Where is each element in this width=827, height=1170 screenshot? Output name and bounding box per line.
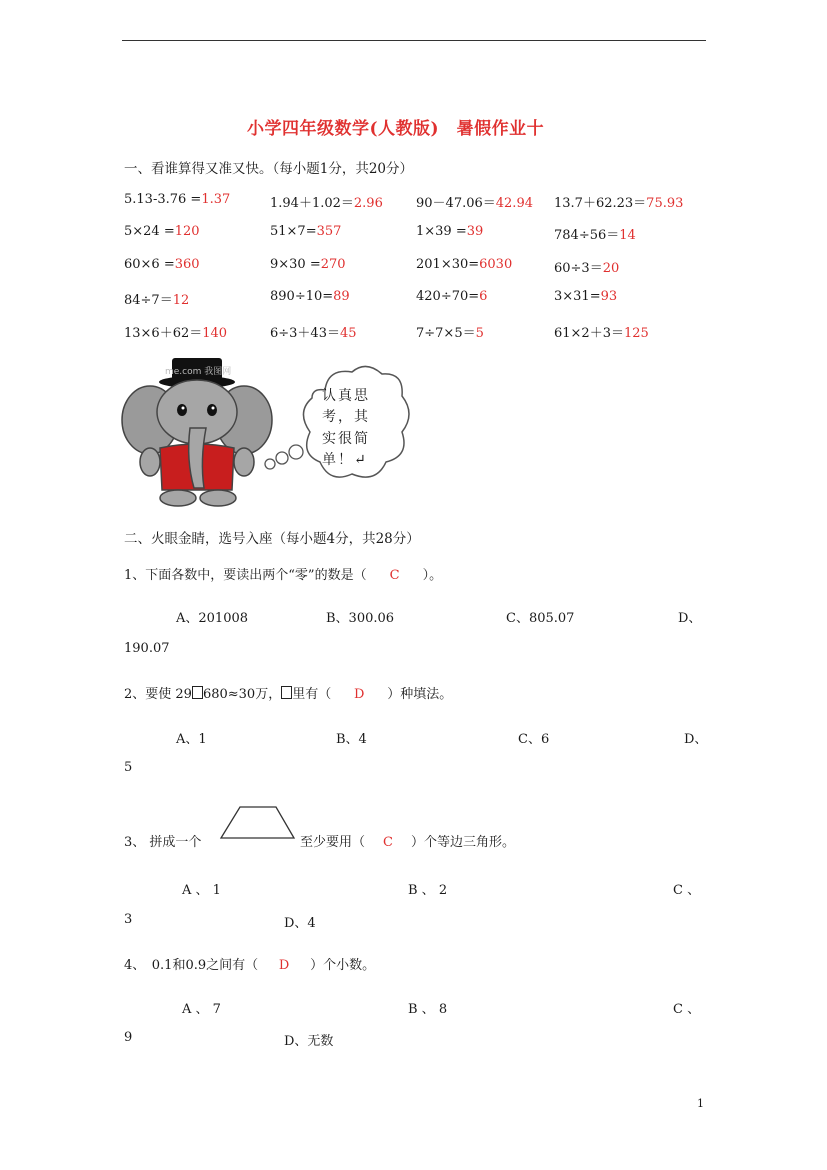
option: C、805.07 bbox=[506, 611, 575, 626]
option-wrap: 5 bbox=[124, 760, 133, 775]
arith-item: 84÷7＝12 bbox=[124, 293, 190, 308]
option: A、1 bbox=[176, 732, 207, 747]
question-3: 至少要用（ C ）个等边三角形。 bbox=[300, 835, 516, 850]
arith-item: 3×31=93 bbox=[554, 289, 618, 304]
answer: C bbox=[383, 835, 393, 850]
bubble-line: 认真思 bbox=[322, 388, 370, 404]
arith-item: 60×6 =360 bbox=[124, 257, 200, 272]
bubble-line: 实很简 bbox=[322, 431, 370, 447]
section1-heading: 一、看谁算得又准又快。（每小题1分，共20分） bbox=[124, 161, 414, 177]
option-wrap: 3 bbox=[124, 912, 133, 927]
arith-item: 201×30=6030 bbox=[416, 257, 513, 272]
arith-item: 13.7＋62.23＝75.93 bbox=[554, 196, 684, 211]
option: B 、 8 bbox=[408, 1002, 448, 1017]
option: A 、 7 bbox=[182, 1002, 221, 1017]
option-wrap: 9 bbox=[124, 1030, 133, 1045]
watermark: me.com 我图网 bbox=[165, 367, 232, 377]
arith-item: 51×7=357 bbox=[270, 224, 342, 239]
option: C 、 bbox=[673, 883, 701, 898]
answer: C bbox=[389, 568, 400, 583]
question-3-pre: 3、 拼成一个 bbox=[124, 835, 202, 850]
arith-item: 9×30 =270 bbox=[270, 257, 346, 272]
arith-item: 7÷7×5＝5 bbox=[416, 326, 484, 341]
option-wrap: D、4 bbox=[284, 916, 316, 931]
option: D、 bbox=[678, 611, 702, 626]
blank-box-icon bbox=[281, 686, 292, 699]
blank-box-icon bbox=[192, 686, 203, 699]
option: A、201008 bbox=[176, 611, 249, 626]
bubble-line: 单！↵ bbox=[322, 452, 368, 468]
arith-item: 1×39 =39 bbox=[416, 224, 484, 239]
arith-item: 13×6＋62＝140 bbox=[124, 326, 228, 341]
question-2: 2、要使 29 680≈30万， 里有（ D ）种填法。 bbox=[124, 687, 453, 702]
option: C 、 bbox=[673, 1002, 701, 1017]
option: A 、 1 bbox=[182, 883, 221, 898]
option: D、 bbox=[684, 732, 708, 747]
arith-item: 1.94＋1.02＝2.96 bbox=[270, 196, 383, 211]
section2-heading: 二、火眼金睛，选号入座（每小题4分，共28分） bbox=[124, 531, 420, 547]
arith-item: 5×24 =120 bbox=[124, 224, 200, 239]
page-number: 1 bbox=[697, 1097, 704, 1110]
question-1: 1、下面各数中，要读出两个“零”的数是（ C ）。 bbox=[124, 568, 443, 583]
arith-item: 784÷56＝14 bbox=[554, 228, 636, 243]
option: B、300.06 bbox=[326, 611, 395, 626]
header-rule bbox=[122, 40, 706, 41]
arith-item: 60÷3＝20 bbox=[554, 261, 620, 276]
arith-item: 61×2＋3＝125 bbox=[554, 326, 649, 341]
page-title: 小学四年级数学(人教版) 暑假作业十 bbox=[247, 119, 545, 139]
trapezoid-icon bbox=[218, 805, 298, 841]
option-wrap: 190.07 bbox=[124, 641, 170, 656]
arith-item: 5.13-3.76 =1.37 bbox=[124, 192, 231, 207]
option-wrap: D、无数 bbox=[284, 1034, 334, 1049]
arith-item: 6÷3＋43＝45 bbox=[270, 326, 357, 341]
question-4: 4、 0.1和0.9之间有（ D ）个小数。 bbox=[124, 958, 376, 973]
option: B 、 2 bbox=[408, 883, 448, 898]
option: B、4 bbox=[336, 732, 367, 747]
arith-item: 890÷10=89 bbox=[270, 289, 350, 304]
answer: D bbox=[278, 958, 290, 973]
arith-item: 420÷70=6 bbox=[416, 289, 488, 304]
arith-item: 90－47.06＝42.94 bbox=[416, 196, 533, 211]
answer: D bbox=[354, 687, 365, 702]
bubble-line: 考，其 bbox=[322, 409, 370, 425]
option: C、6 bbox=[518, 732, 550, 747]
